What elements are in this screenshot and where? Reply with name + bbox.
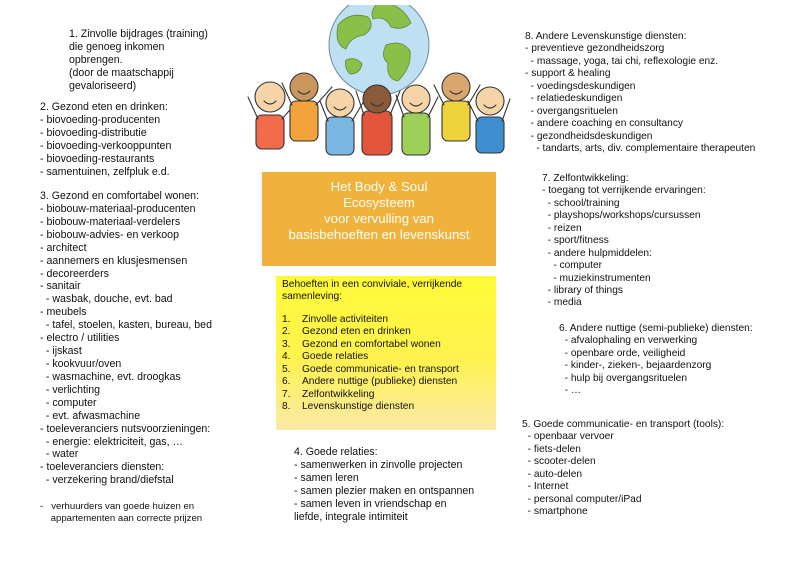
list-line: - samen plezier maken en ontspannen: [294, 484, 475, 497]
list-line: - gezondheidsdeskundigen: [525, 130, 653, 142]
list-line: - sport/fitness: [542, 235, 609, 247]
list-line: - wasbak, douche, evt. bad: [40, 293, 173, 306]
list-line: opbrengen.: [69, 53, 123, 66]
list-line: - verzekering brand/diefstal: [40, 474, 174, 487]
needs-item: 2. Gezond eten en drinken: [282, 326, 411, 338]
needs-item: 7. Zelfontwikkeling: [282, 388, 375, 400]
list-line: gevaloriseerd): [69, 79, 137, 92]
list-line: - biobouw-materiaal-verdelers: [40, 215, 181, 228]
list-line: - toeleveranciers diensten:: [40, 461, 165, 474]
list-line: appartementen aan correcte prijzen: [40, 512, 203, 524]
list-line: - biobouw-materiaal-producenten: [40, 202, 196, 215]
list-line: - biobouw-advies- en verkoop: [40, 228, 179, 241]
list-line: - personal computer/iPad: [522, 493, 642, 505]
list-line: - biovoeding-distributie: [40, 126, 147, 139]
needs-item: 4. Goede relaties: [282, 351, 369, 363]
list-line: - openbare orde, veiligheid: [559, 347, 686, 359]
list-line: - samentuinen, zelfpluk e.d.: [40, 165, 170, 178]
list-line: - …: [559, 385, 582, 397]
needs-box: [276, 276, 496, 430]
list-line: - overgangsrituelen: [525, 105, 618, 117]
section-3-verhuurders: [40, 501, 202, 524]
list-line: - massage, yoga, tai chi, reflexologie enz.: [525, 55, 719, 67]
needs-item: 5. Goede communicatie- en transport: [282, 363, 459, 375]
list-line: - kinder-, zieken-, bejaardenzorg: [559, 360, 712, 372]
list-line: - support & healing: [525, 68, 611, 80]
list-line: - ijskast: [40, 345, 82, 358]
list-line: - reizen: [542, 222, 582, 234]
list-line: 3. Gezond en comfortabel wonen:: [40, 190, 200, 202]
list-line: - relatiedeskundigen: [525, 93, 623, 105]
list-line: - samen leren: [294, 471, 359, 484]
list-line: - water: [40, 448, 79, 461]
list-line: - andere coaching en consultancy: [525, 118, 684, 130]
list-line: - toegang tot verrijkende ervaringen:: [542, 185, 706, 197]
needs-item: 1. Zinvolle activiteiten: [282, 313, 389, 325]
list-line: 5. Goede communicatie- en transport (tools):: [522, 419, 725, 430]
list-line: - sanitair: [40, 280, 81, 293]
section-5-communicatie-transport: [522, 419, 724, 519]
needs-intro: Behoeften in een conviviale, verrijkende samenleving:: [282, 279, 463, 303]
list-line: - biovoeding-producenten: [40, 113, 161, 126]
list-line: - architect: [40, 241, 87, 254]
needs-item: 3. Gezond en comfortabel wonen: [282, 338, 441, 350]
list-line: - library of things: [542, 284, 623, 296]
list-line: - verhuurders van goede huizen en: [40, 501, 195, 512]
list-line: - evt. afwasmachine: [40, 409, 141, 422]
list-line: - kookvuur/oven: [40, 357, 122, 370]
list-line: 8. Andere Levenskunstige diensten:: [525, 31, 687, 42]
list-line: - andere hulpmiddelen:: [542, 247, 652, 259]
list-line: - school/training: [542, 197, 620, 209]
people-holding-globe-illustration: [246, 5, 512, 165]
list-line: - computer: [40, 396, 97, 409]
title-line-4: basisbehoeften en levenskunst: [288, 227, 470, 243]
list-line: - openbaar vervoer: [522, 431, 614, 443]
list-line: - scooter-delen: [522, 456, 596, 468]
needs-item: 8. Levenskunstige diensten: [282, 400, 415, 412]
list-line: - voedingsdeskundigen: [525, 80, 636, 92]
list-line: - muziekinstrumenten: [542, 272, 651, 284]
list-line: - auto-delen: [522, 468, 583, 480]
needs-list: [282, 314, 490, 414]
list-line: - preventieve gezondheidszorg: [525, 43, 665, 55]
section-2-gezond-eten: [40, 101, 171, 179]
list-line: - smartphone: [522, 506, 588, 518]
list-line: 2. Gezond eten en drinken:: [40, 101, 168, 113]
list-line: - biovoeding-restaurants: [40, 152, 155, 165]
list-line: 6. Andere nuttige (semi-publieke) diensten:: [559, 323, 753, 334]
list-line: - afvalophaling en verwerking: [559, 335, 698, 347]
ecosystem-title-box: [262, 172, 496, 266]
list-line: 7. Zelfontwikkeling:: [542, 173, 629, 184]
section-6-nuttige-diensten: [559, 323, 753, 398]
list-line: - wasmachine, evt. droogkas: [40, 370, 181, 383]
section-8-levenskunstige-diensten: [525, 31, 755, 155]
section-1-zinvolle-bijdrages: [69, 28, 208, 93]
list-line: - playshops/workshops/cursussen: [542, 210, 701, 222]
list-line: - verlichting: [40, 383, 101, 396]
list-line: - biovoeding-verkooppunten: [40, 139, 172, 152]
needs-item: 6. Andere nuttige (publieke) diensten: [282, 376, 458, 388]
list-line: 4. Goede relaties:: [294, 446, 378, 458]
list-line: liefde, integrale intimiteit: [294, 510, 408, 523]
title-line-1: Het Body & Soul: [330, 179, 428, 194]
title-line-2: Ecosysteem: [343, 195, 415, 211]
section-3-gezond-wonen: [40, 190, 212, 487]
list-line: - aannemers en klusjesmensen: [40, 254, 188, 267]
list-line: die genoeg inkomen: [69, 40, 165, 53]
list-line: - samen leven in vriendschap en: [294, 497, 447, 510]
section-7-zelfontwikkeling: [542, 173, 706, 310]
list-line: - tafel, stoelen, kasten, bureau, bed: [40, 319, 212, 332]
list-line: - electro / utilities: [40, 332, 120, 345]
list-line: - meubels: [40, 306, 87, 319]
list-line: - energie: elektriciteit, gas, …: [40, 435, 184, 448]
list-line: - toeleveranciers nutsvoorzieningen:: [40, 422, 211, 435]
list-line: - hulp bij overgangsrituelen: [559, 372, 687, 384]
list-line: - tandarts, arts, div. complementaire therapeuten: [525, 142, 756, 154]
list-line: - media: [542, 297, 582, 309]
list-line: (door de maatschappij: [69, 66, 174, 79]
list-line: 1. Zinvolle bijdrages (training): [69, 28, 208, 40]
list-line: - decoreerders: [40, 267, 109, 280]
list-line: - fiets-delen: [522, 443, 581, 455]
section-4-goede-relaties: [294, 446, 474, 524]
list-line: - Internet: [522, 481, 569, 493]
list-line: - samenwerken in zinvolle projecten: [294, 458, 463, 471]
list-line: - computer: [542, 260, 603, 272]
title-line-3: voor vervulling van: [324, 211, 434, 227]
